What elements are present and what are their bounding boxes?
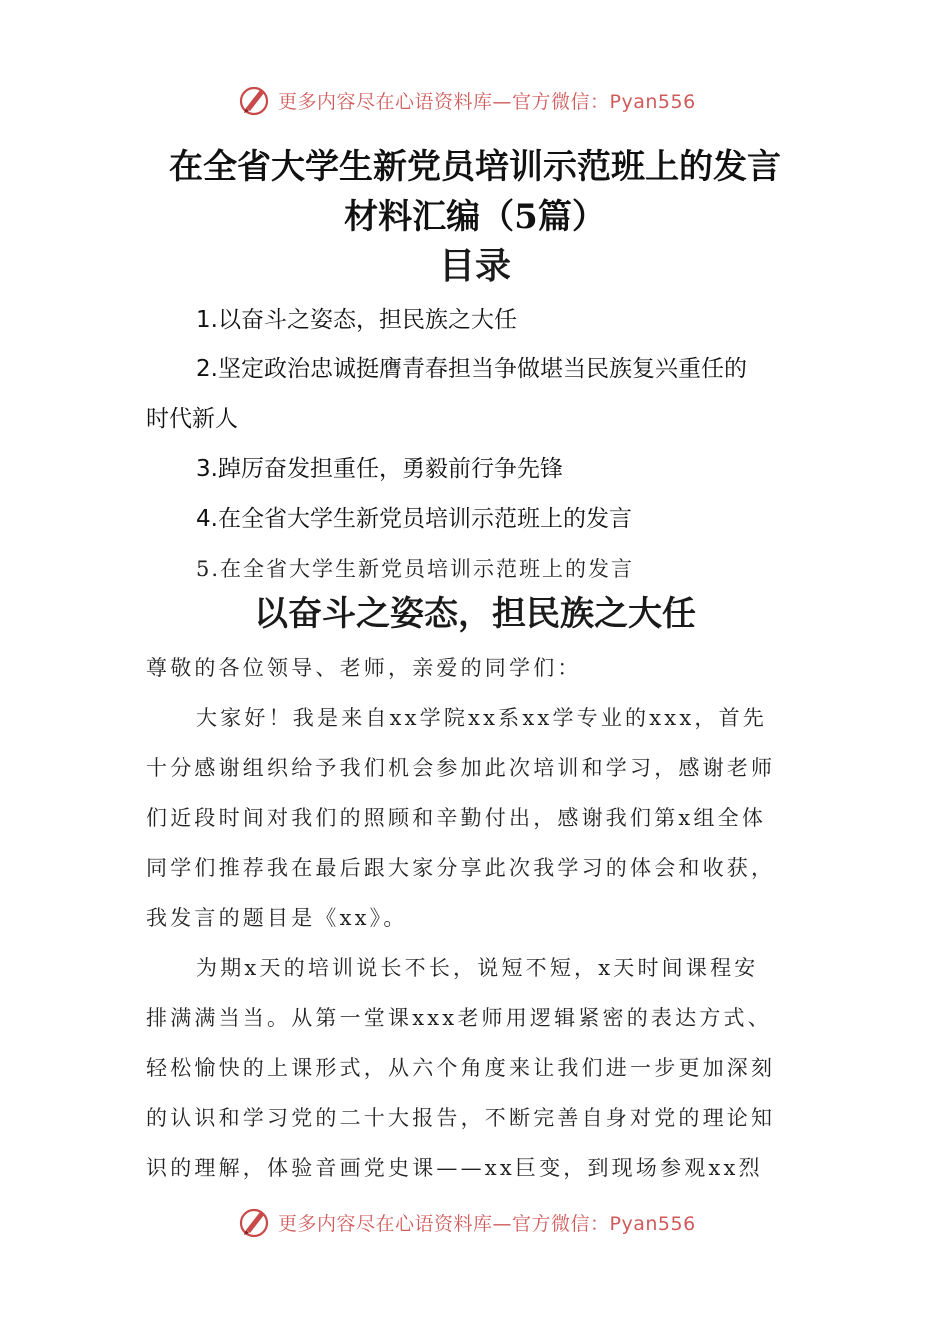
- pen-logo-icon: [236, 1204, 272, 1238]
- body-line: 尊敬的各位领导、老师，亲爱的同学们：: [146, 656, 582, 680]
- body-line: 识的理解，体验音画党史课——xx巨变，到现场参观xx烈: [146, 1156, 763, 1180]
- pen-logo-icon: [236, 82, 272, 118]
- section-title: 以奋斗之姿态，担民族之大任: [254, 594, 696, 634]
- toc-item-3: 3.踔厉奋发担重任，勇毅前行争先锋: [196, 456, 563, 482]
- toc-item-5: 5.在全省大学生新党员培训示范班上的发言: [196, 557, 635, 581]
- body-line: 同学们推荐我在最后跟大家分享此次我学习的体会和收获，: [146, 856, 776, 880]
- body-line: 十分感谢组织给予我们机会参加此次培训和学习，感谢老师: [146, 756, 776, 780]
- toc-item-2-continued: 时代新人: [146, 406, 238, 432]
- header-watermark: [0, 78, 950, 122]
- document-title-line-1: 在全省大学生新党员培训示范班上的发言: [169, 147, 781, 187]
- document-title-line-2: 材料汇编（5篇）: [344, 197, 606, 237]
- toc-item-1: 1.以奋斗之姿态，担民族之大任: [196, 307, 517, 333]
- body-line: 为期x天的培训说长不长，说短不短，x天时间课程安: [196, 956, 759, 980]
- body-line: 排满满当当。从第一堂课xxx老师用逻辑紧密的表达方式、: [146, 1006, 772, 1030]
- body-line: 我发言的题目是《xx》。: [146, 906, 408, 930]
- toc-heading: 目录: [438, 245, 511, 287]
- body-line: 的认识和学习党的二十大报告，不断完善自身对党的理论知: [146, 1106, 776, 1130]
- footer-watermark-text: 更多内容尽在心语资料库—官方微信：Pyan556: [278, 1212, 696, 1235]
- body-line: 轻松愉快的上课形式，从六个角度来让我们进一步更加深刻: [146, 1056, 776, 1080]
- toc-item-2: 2.坚定政治忠诚挺膺青春担当争做堪当民族复兴重任的: [196, 356, 747, 382]
- toc-item-4: 4.在全省大学生新党员培训示范班上的发言: [196, 506, 632, 532]
- body-line: 大家好！我是来自xx学院xx系xx学专业的xxx，首先: [196, 706, 767, 730]
- footer-watermark: [0, 1198, 950, 1238]
- body-line: 们近段时间对我们的照顾和辛勤付出，感谢我们第x组全体: [146, 806, 767, 830]
- header-watermark-text: 更多内容尽在心语资料库—官方微信：Pyan556: [278, 90, 696, 113]
